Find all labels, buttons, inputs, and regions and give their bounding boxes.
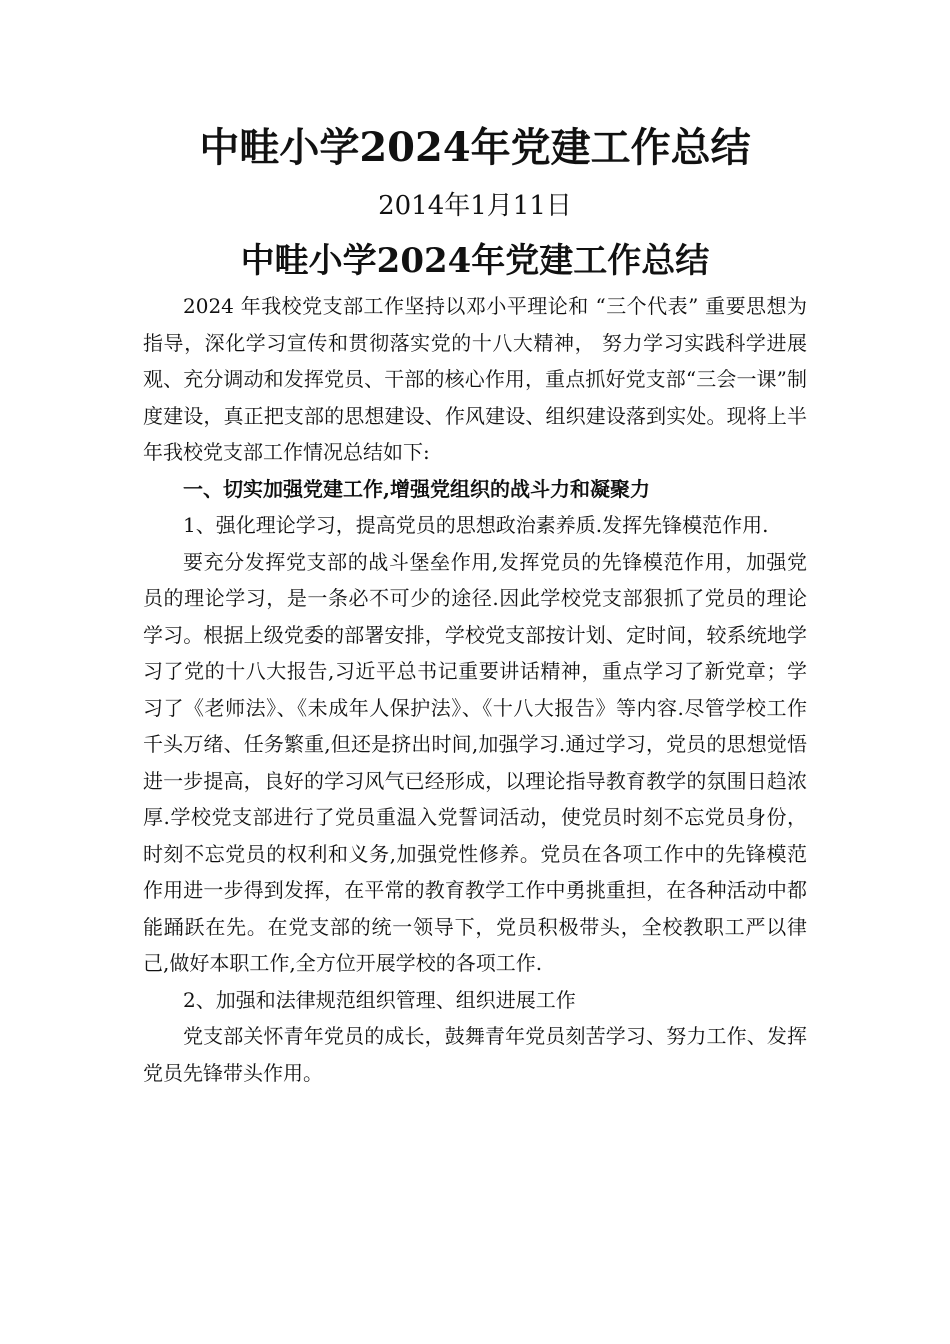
document-date: 2014年1月11日 [378,191,572,221]
paragraph-youth-members: 党支部关怀青年党员的成长，鼓舞青年党员刻苦学习、努力工作、发挥党员先锋带头作用。 [143,1024,807,1085]
paragraph-intro: 2024 年我校党支部工作坚持以邓小平理论和 “三个代表” 重要思想为指导，深化学习宣传和贯彻落实党的十八大精神， 努力学习实践科学进展观、充分调动和发挥党员、干部的核心作用，重点抓好党支部“三会一课”制度建设，真正把支部的思想建设、作风建设、组织建设落到实处。现将上半年我校党支部工作情况总结如下: [143,294,807,464]
document-body [143,288,807,1091]
document-subtitle: 中畦小学2024年党建工作总结 [240,241,710,281]
document-title: 中畦小学2024年党建工作总结 [199,124,751,171]
subheading-1-1: 1、强化理论学习，提高党员的思想政治素养质.发挥先锋模范作用. [183,513,769,537]
subheading-1-2: 2、加强和法律规范组织管理、组织进展工作 [183,987,576,1012]
section-heading-1: 一、切实加强党建工作,增强党组织的战斗力和凝聚力 [183,476,650,501]
paragraph-theory-study: 要充分发挥党支部的战斗堡垒作用,发挥党员的先锋模范作用，加强党员的理论学习，是一条必不可少的途径.因此学校党支部狠抓了党员的理论学习。根据上级党委的部署安排，学校党支部按计划、定时间，较系统地学习了党的十八大报告,习近平总书记重要讲话精神，重点学习了新党章；学习了《老师法》、《未成年人保护法》、《十八大报告》等内容.尽管学校工作千头万绪、任务繁重,但还是挤出时间,加强学习.通过学习，党员的思想觉悟进一步提高，良好的学习风气已经形成，以理论指导教育教学的氛围日趋浓厚.学校党支部进行了党员重温入党誓词活动，使党员时刻不忘党员身份，时刻不忘党员的权利和义务,加强党性修养。党员在各项工作中的先锋模范作用进一步得到发挥，在平常的教育教学工作中勇挑重担，在各种活动中都能踊跃在先。在党支部的统一领导下，党员积极带头，全校教职工严以律己,做好本职工作,全方位开展学校的各项工作. [143,549,807,975]
